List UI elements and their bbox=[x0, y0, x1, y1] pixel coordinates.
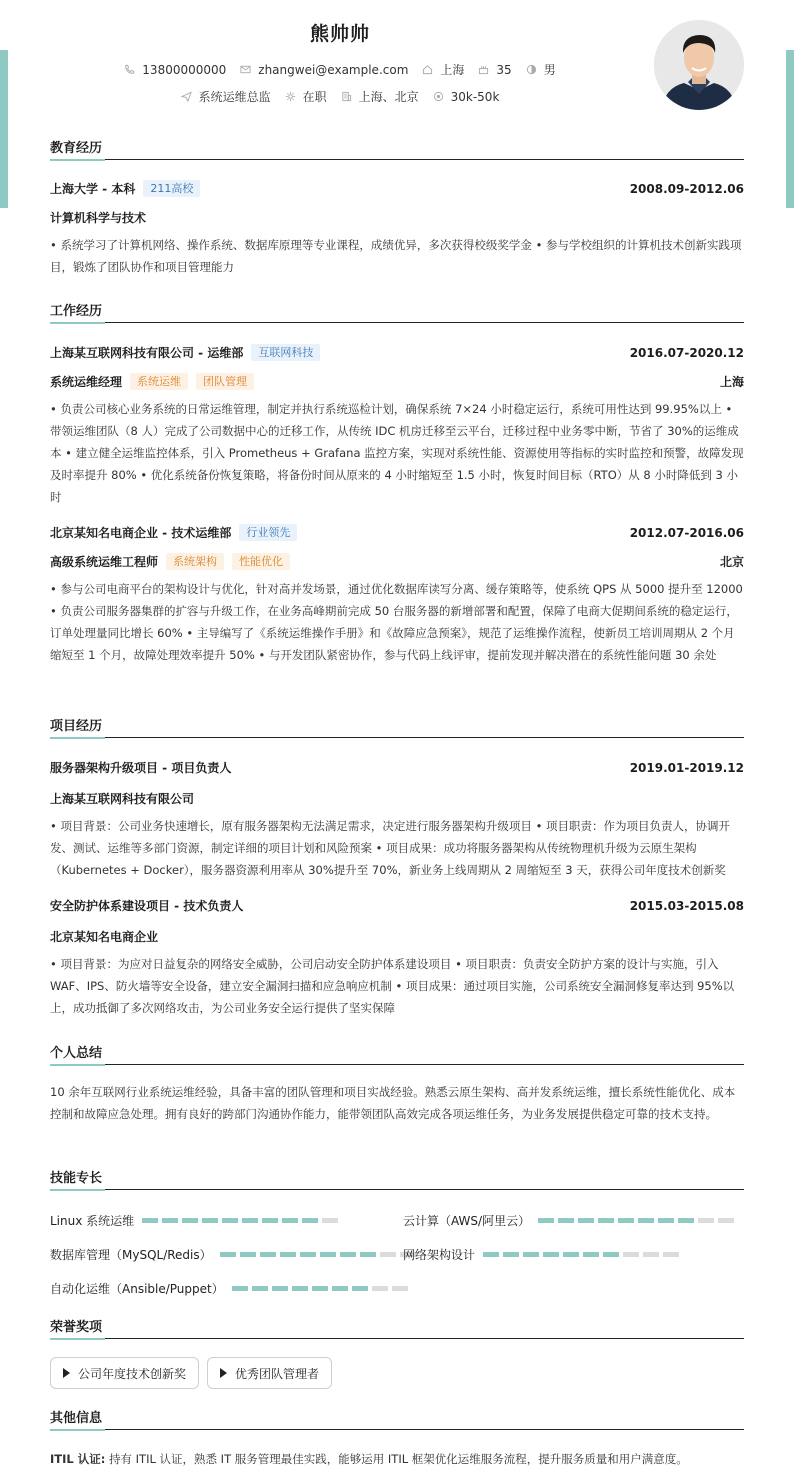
skill-segment bbox=[352, 1286, 368, 1291]
candidate-name: 熊帅帅 bbox=[309, 23, 370, 45]
skill-segment bbox=[260, 1252, 276, 1257]
school-name: 上海大学 - 本科 bbox=[50, 182, 136, 196]
awards-list bbox=[50, 1357, 744, 1389]
awards-section bbox=[50, 1319, 744, 1389]
avatar bbox=[654, 20, 744, 110]
skill-name: 自动化运维（Ansible/Puppet） bbox=[50, 1282, 224, 1296]
send-icon bbox=[181, 91, 192, 102]
skills-title: 技能专长 bbox=[50, 1170, 744, 1190]
skill-level-bar bbox=[220, 1252, 420, 1257]
skill-segment bbox=[292, 1286, 308, 1291]
skill-segment bbox=[638, 1218, 654, 1223]
project-item bbox=[50, 897, 744, 1019]
skill-item bbox=[403, 1212, 738, 1229]
skills-section bbox=[50, 1170, 744, 1310]
skill-segment bbox=[282, 1218, 298, 1223]
skill-segment bbox=[583, 1252, 599, 1257]
position-text: 系统运维总监 bbox=[198, 90, 271, 104]
email-item bbox=[240, 63, 408, 77]
skill-segment bbox=[280, 1252, 296, 1257]
triangle-icon bbox=[63, 1368, 70, 1378]
skill-name: 网络架构设计 bbox=[403, 1248, 476, 1262]
other-section bbox=[50, 1410, 744, 1470]
award-item bbox=[50, 1357, 199, 1389]
skill-segment bbox=[360, 1252, 376, 1257]
home-icon bbox=[422, 64, 433, 75]
salary-icon bbox=[433, 91, 444, 102]
skill-segment bbox=[618, 1218, 634, 1223]
work-desc: • 负责公司核心业务系统的日常运维管理，制定并执行系统巡检计划，确保系统 7×24 小时稳定运行，系统可用性达到 99.95%以上 • 带领运维团队（8 人）完成了公司数据中心的迁移工作，从传统 IDC 机房迁移至云平台，迁移过程中业务零中断，节省了 30%的运维成本 • 建立健全运维监控体系，引入 Prometheus + Grafana 监控方案，实现对系统性能、资源使用等指标的实时监控和预警，故障发现及时率提升 80% • 优化系统备份恢复策略，将备份时间从原来的 4 小时缩短至 1.5 小时，恢复时间目标（RTO）从 8 小时降低到 3 小时 bbox=[50, 402, 744, 504]
skill-segment bbox=[142, 1218, 158, 1223]
award-name: 优秀团队管理者 bbox=[235, 1366, 320, 1381]
project-desc: • 项目背景：为应对日益复杂的网络安全威胁，公司启动安全防护体系建设项目 • 项目职责：负责安全防护方案的设计与实施，引入 WAF、IPS、防火墙等安全设备，建立安全漏洞扫描和应急响应机制 • 项目成果：通过项目实施，公司系统安全漏洞修复率达到 95%以上，成功抵御了多次网络攻击，为公司业务安全运行提供了坚实保障 bbox=[50, 957, 735, 1015]
project-org: 上海某互联网科技有限公司 bbox=[50, 792, 195, 806]
skill-segment bbox=[320, 1252, 336, 1257]
building-icon bbox=[341, 91, 352, 102]
job-intent-row bbox=[0, 88, 680, 105]
work-location: 上海 bbox=[719, 375, 744, 389]
skill-segment bbox=[392, 1286, 408, 1291]
skill-segment bbox=[202, 1218, 218, 1223]
gender-icon bbox=[526, 64, 537, 75]
city-item bbox=[422, 61, 464, 78]
position-item bbox=[181, 88, 271, 105]
education-title: 教育经历 bbox=[50, 140, 744, 160]
summary-title: 个人总结 bbox=[50, 1045, 744, 1065]
work-section bbox=[50, 303, 744, 666]
projects-section bbox=[50, 718, 744, 1019]
skill-segment bbox=[678, 1218, 694, 1223]
triangle-icon bbox=[220, 1368, 227, 1378]
skill-segment bbox=[603, 1252, 619, 1257]
target-city-text: 上海、北京 bbox=[358, 90, 419, 104]
target-city-item bbox=[341, 88, 419, 105]
project-name: 安全防护体系建设项目 - 技术负责人 bbox=[50, 899, 244, 913]
skill-segment bbox=[300, 1252, 316, 1257]
city-text: 上海 bbox=[440, 63, 465, 77]
other-info bbox=[50, 1448, 744, 1470]
work-header-row bbox=[50, 344, 744, 361]
skill-segment bbox=[372, 1286, 388, 1291]
skill-segment bbox=[380, 1252, 396, 1257]
phone-icon bbox=[124, 64, 135, 75]
education-desc: • 系统学习了计算机网络、操作系统、数据库原理等专业课程，成绩优异，多次获得校级奖学金 • 参与学校组织的计算机技术创新实践项目，锻炼了团队协作和项目管理能力 bbox=[50, 238, 742, 274]
awards-title: 荣誉奖项 bbox=[50, 1319, 744, 1339]
projects-title: 项目经历 bbox=[50, 718, 744, 738]
skill-segment bbox=[262, 1218, 278, 1223]
other-title: 其他信息 bbox=[50, 1410, 744, 1430]
skill-level-bar bbox=[538, 1218, 738, 1223]
work-dates: 2016.07-2020.12 bbox=[629, 345, 744, 360]
company-tag: 互联网科技 bbox=[251, 344, 320, 361]
age-icon bbox=[478, 64, 489, 75]
mail-icon bbox=[240, 64, 251, 75]
gender-text: 男 bbox=[543, 63, 556, 77]
age-item bbox=[478, 63, 511, 77]
role-row bbox=[50, 553, 744, 570]
skill-segment bbox=[503, 1252, 519, 1257]
resume-header bbox=[0, 0, 794, 130]
gender-item bbox=[526, 61, 556, 78]
role-name: 高级系统运维工程师 bbox=[50, 555, 159, 569]
phone-item bbox=[124, 63, 226, 77]
skill-segment bbox=[162, 1218, 178, 1223]
project-header-row bbox=[50, 759, 744, 776]
skill-segment bbox=[232, 1286, 248, 1291]
skill-segment bbox=[598, 1218, 614, 1223]
skill-level-bar bbox=[232, 1286, 412, 1291]
award-item bbox=[207, 1357, 332, 1389]
summary-text: 10 余年互联网行业系统运维经验，具备丰富的团队管理和项目实战经验。熟悉云原生架构、高并发系统运维，擅长系统性能优化、成本控制和故障应急处理。拥有良好的跨部门沟通协作能力，能带领团队高效完成各项运维任务，为业务发展提供稳定可靠的技术支持。 bbox=[50, 1085, 736, 1121]
work-location: 北京 bbox=[719, 555, 744, 569]
skill-segment bbox=[643, 1252, 659, 1257]
company-name: 上海某互联网科技有限公司 - 运维部 bbox=[50, 346, 244, 360]
work-dates: 2012.07-2016.06 bbox=[629, 525, 744, 540]
skill-name: Linux 系统运维 bbox=[50, 1214, 135, 1228]
skill-segment bbox=[272, 1286, 288, 1291]
work-header-row bbox=[50, 524, 744, 541]
skill-segment bbox=[222, 1218, 238, 1223]
award-name: 公司年度技术创新奖 bbox=[78, 1366, 187, 1381]
skill-segment bbox=[718, 1218, 734, 1223]
skill-segment bbox=[302, 1218, 318, 1223]
role-name: 系统运维经理 bbox=[50, 375, 123, 389]
skill-segment bbox=[240, 1252, 256, 1257]
skill-segment bbox=[322, 1218, 338, 1223]
education-section bbox=[50, 140, 744, 278]
skill-level-bar bbox=[142, 1218, 342, 1223]
salary-text: 30k-50k bbox=[450, 89, 500, 104]
skill-segment bbox=[312, 1286, 328, 1291]
education-dates: 2008.09-2012.06 bbox=[629, 181, 744, 196]
project-org: 北京某知名电商企业 bbox=[50, 930, 159, 944]
skill-tag: 性能优化 bbox=[232, 553, 290, 570]
age-text: 35 bbox=[496, 62, 512, 77]
other-text: 持有 ITIL 认证，熟悉 IT 服务管理最佳实践，能够运用 ITIL 框架优化运维服务流程，提升服务质量和用户满意度。 bbox=[109, 1452, 688, 1466]
work-desc: • 参与公司电商平台的架构设计与优化，针对高并发场景，通过优化数据库读写分离、缓存策略等，使系统 QPS 从 5000 提升至 12000 • 负责公司服务器集群的扩容与升级工作，在业务高峰期前完成 50 台服务器的新增部署和配置，保障了电商大促期间系统的稳定运行，订单处理量同比增长 60% • 主导编写了《系统运维操作手册》和《故障应急预案》，规范了运维操作流程，使新员工培训周期从 2 个月缩短至 1 个月，故障处理效率提升 50% • 与开发团队紧密协作，参与代码上线评审，提前发现并解决潜在的系统性能问题 30 余处 bbox=[50, 582, 743, 662]
skill-item bbox=[403, 1246, 683, 1263]
status-item bbox=[285, 88, 327, 105]
skill-segment bbox=[543, 1252, 559, 1257]
status-icon bbox=[285, 91, 296, 102]
company-name: 北京某知名电商企业 - 技术运维部 bbox=[50, 526, 232, 540]
skill-segment bbox=[698, 1218, 714, 1223]
major-name: 计算机科学与技术 bbox=[50, 211, 147, 225]
project-desc: • 项目背景：公司业务快速增长，原有服务器架构无法满足需求，决定进行服务器架构升级项目 • 项目职责：作为项目负责人，协调开发、测试、运维等多部门资源，制定详细的项目计划和风险预案 • 项目成果：成功将服务器架构从传统物理机升级为云原生架构（Kubernetes + Docker），服务器资源利用率从 30%提升至 70%，新业务上线周期从 2 周缩短至 3 天，获得公司年度技术创新奖 bbox=[50, 819, 731, 877]
skill-item bbox=[50, 1212, 342, 1229]
project-item bbox=[50, 759, 744, 881]
skill-tag: 系统运维 bbox=[130, 373, 188, 390]
salary-item bbox=[433, 90, 500, 104]
project-dates: 2015.03-2015.08 bbox=[629, 898, 744, 913]
phone-text: 13800000000 bbox=[142, 62, 227, 77]
skill-segment bbox=[623, 1252, 639, 1257]
avatar-photo bbox=[654, 20, 744, 110]
skill-segment bbox=[538, 1218, 554, 1223]
skill-segment bbox=[563, 1252, 579, 1257]
skill-segment bbox=[252, 1286, 268, 1291]
school-tag: 211高校 bbox=[143, 180, 200, 197]
skill-segment bbox=[332, 1286, 348, 1291]
skill-segment bbox=[578, 1218, 594, 1223]
skill-level-bar bbox=[483, 1252, 683, 1257]
work-item bbox=[50, 344, 744, 508]
email-text: zhangwei@example.com bbox=[258, 62, 409, 77]
company-tag: 行业领先 bbox=[239, 524, 297, 541]
skill-name: 云计算（AWS/阿里云） bbox=[403, 1214, 531, 1228]
skill-segment bbox=[658, 1218, 674, 1223]
summary-section bbox=[50, 1045, 744, 1125]
work-item bbox=[50, 524, 744, 666]
skill-tag: 团队管理 bbox=[196, 373, 254, 390]
skill-segment bbox=[523, 1252, 539, 1257]
role-row bbox=[50, 373, 744, 390]
education-header-row bbox=[50, 180, 744, 197]
project-dates: 2019.01-2019.12 bbox=[629, 760, 744, 775]
skill-name: 数据库管理（MySQL/Redis） bbox=[50, 1248, 212, 1262]
status-text: 在职 bbox=[302, 90, 327, 104]
skill-segment bbox=[558, 1218, 574, 1223]
work-title: 工作经历 bbox=[50, 303, 744, 323]
project-name: 服务器架构升级项目 - 项目负责人 bbox=[50, 761, 232, 775]
skill-item bbox=[50, 1246, 420, 1263]
skill-segment bbox=[663, 1252, 679, 1257]
skill-tag: 系统架构 bbox=[166, 553, 224, 570]
skill-segment bbox=[483, 1252, 499, 1257]
skill-segment bbox=[340, 1252, 356, 1257]
project-header-row bbox=[50, 897, 744, 914]
skill-segment bbox=[182, 1218, 198, 1223]
contact-row bbox=[0, 61, 680, 78]
skill-segment bbox=[220, 1252, 236, 1257]
other-label: ITIL 认证: bbox=[50, 1452, 106, 1466]
skill-segment bbox=[242, 1218, 258, 1223]
skill-item bbox=[50, 1280, 412, 1297]
